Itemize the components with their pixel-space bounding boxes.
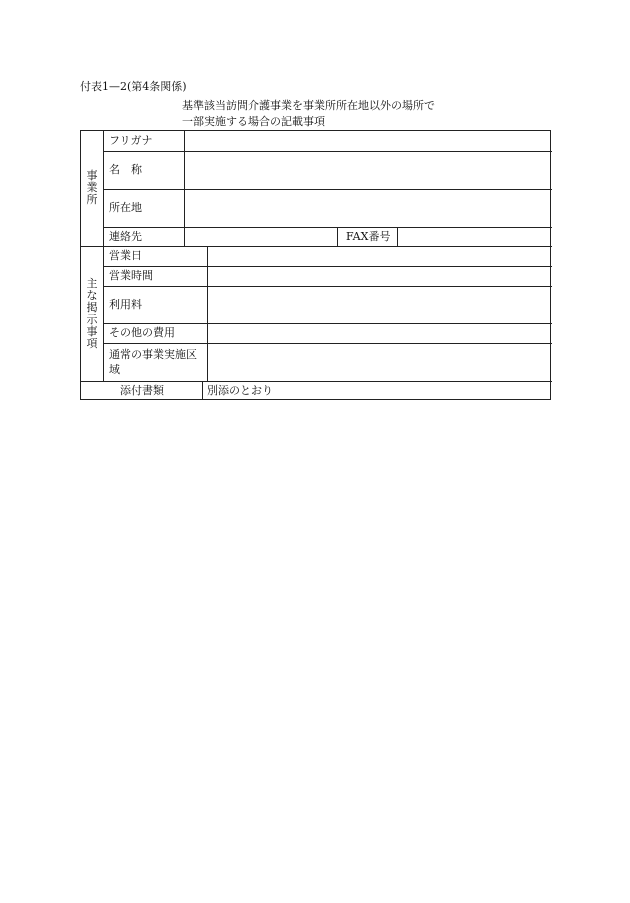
other-costs-label: その他の費用 — [109, 326, 175, 339]
address-label: 所在地 — [109, 201, 142, 214]
row-divider — [103, 286, 552, 287]
attachment-divider — [202, 381, 203, 400]
service-area-label: 通常の事業実施区域 — [109, 348, 197, 376]
fee-label: 利用料 — [109, 298, 142, 311]
form-title — [182, 98, 435, 130]
office-group-label: 事業所 — [86, 169, 98, 206]
group-column-divider — [103, 131, 104, 381]
name-label: 名 称 — [109, 163, 142, 176]
fax-label-right-divider — [397, 227, 398, 246]
business-hours-label: 営業時間 — [109, 269, 153, 282]
attachments-label: 添付書類 — [120, 384, 164, 397]
business-days-label: 営業日 — [109, 249, 142, 262]
row-divider — [103, 266, 552, 267]
row-divider — [103, 343, 552, 344]
section-divider — [81, 246, 552, 247]
attachments-value: 別添のとおり — [207, 384, 273, 397]
row-divider — [103, 189, 552, 190]
record-table — [80, 130, 551, 400]
fax-label-left-divider — [337, 227, 338, 246]
fax-label: FAX番号 — [346, 230, 391, 243]
contact-label: 連絡先 — [109, 230, 142, 243]
row-divider — [103, 227, 552, 228]
label-column-divider — [207, 246, 208, 381]
form-reference-heading: 付表1—2(第4条関係) — [80, 80, 187, 93]
furigana-label: フリガナ — [109, 134, 153, 147]
form-title-line-1: 基準該当訪問介護事業を事業所所在地以外の場所で — [182, 99, 435, 112]
section-divider — [81, 381, 552, 382]
notice-group-label: 主な掲示事項 — [86, 277, 98, 350]
form-title-line-2: 一部実施する場合の記載事項 — [182, 115, 325, 128]
row-divider — [103, 323, 552, 324]
row-divider — [103, 151, 552, 152]
label-column-divider — [184, 131, 185, 246]
